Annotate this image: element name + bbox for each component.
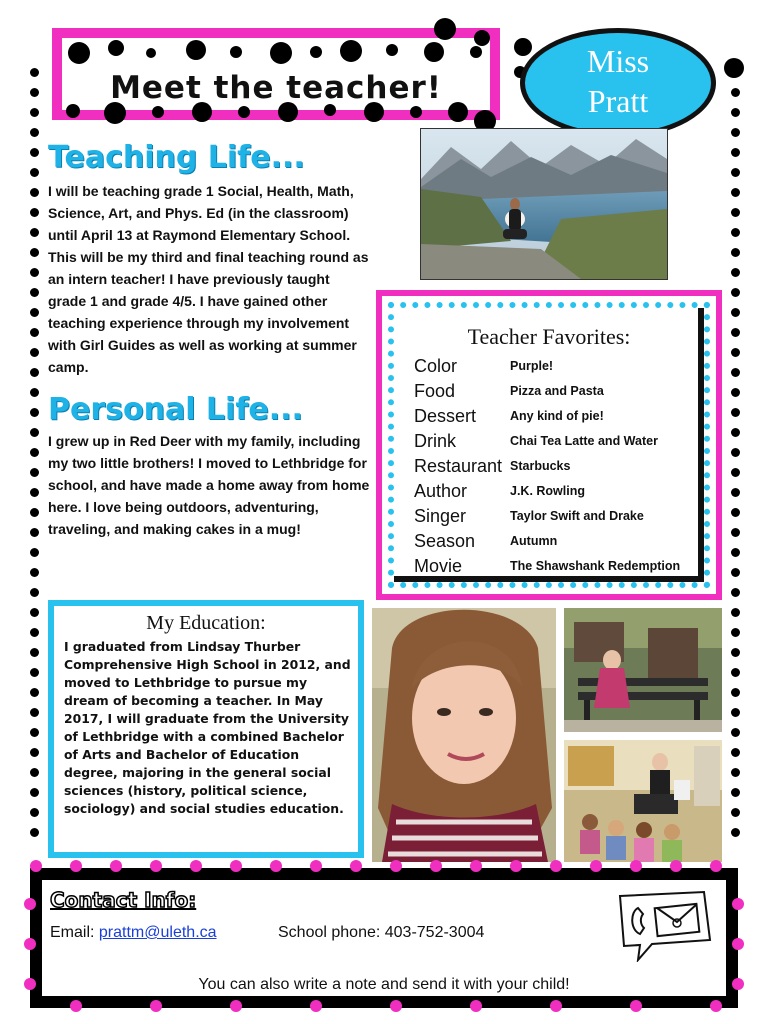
portrait-photo (372, 608, 556, 862)
decor-dot (474, 30, 490, 46)
teacher-favorites-panel (376, 290, 722, 600)
name-line-2: Pratt (587, 83, 649, 119)
education-panel (48, 600, 364, 858)
education-text: I graduated from Lindsay Thurber Comprehensive High School in 2012, and moved to Lethbridge to pursue my dream of becoming a teacher. In May 2017, I will graduate from the University of Lethbridge with a combined Bachelor of Arts and Bachelor of Education degree, majoring in the general social sciences (history, political science, sociology) and social studies education. (64, 639, 351, 816)
favorite-label: Dessert (414, 406, 477, 426)
page-title: Meet the teacher! (110, 70, 442, 106)
teaching-life-text: I will be teaching grade 1 Social, Health, Math, Science, Art, and Phys. Ed (in the classroom) until April 13 at Raymond Elementary School. This will be my third and final teaching round as an intern teacher! I have previously taught grade 1 and grade 4/5. I have gained other teaching experience through my involvement with Girl Guides as well as working at summer camp. (48, 183, 369, 375)
education-title: My Education: (146, 612, 266, 634)
bench-photo (564, 608, 722, 732)
favorite-value: J.K. Rowling (510, 484, 585, 498)
email-label: Email: (50, 924, 99, 941)
right-dot-border (731, 68, 741, 848)
personal-life-heading: Personal Life... (48, 392, 303, 427)
personal-life-text: I grew up in Red Deer with my family, including my two little brothers! I moved to Lethbridge for school, and have made a home away from home here. I love being outdoors, adventuring, traveling, and making cakes in a mug! (48, 433, 370, 537)
favorite-label: Author (414, 481, 468, 501)
favorite-value: Starbucks (510, 459, 571, 473)
contact-note: You can also write a note and send it with your child! (198, 976, 570, 993)
favorite-value: Chai Tea Latte and Water (510, 434, 658, 448)
teaching-life-heading: Teaching Life... (48, 140, 305, 175)
favorite-value: Autumn (510, 534, 558, 548)
favorite-label: Singer (414, 506, 467, 526)
favorite-label: Restaurant (414, 456, 503, 476)
decor-dot (434, 18, 456, 40)
teacher-name-badge (520, 28, 716, 138)
classroom-photo (564, 740, 722, 862)
name-line-1: Miss (586, 43, 650, 79)
favorite-label: Drink (414, 431, 457, 451)
favorite-label: Color (414, 356, 458, 376)
email-link[interactable]: prattm@uleth.ca (98, 924, 217, 941)
favorite-value: The Shawshank Redemption (510, 559, 681, 573)
contact-heading: Contact Info: (50, 888, 197, 912)
favorite-label: Food (414, 381, 456, 401)
favorite-value: Pizza and Pasta (510, 384, 604, 398)
favorite-value: Purple! (510, 359, 554, 373)
favorite-label: Movie (414, 556, 463, 576)
phone-mail-icon (612, 890, 716, 962)
email-row (50, 924, 217, 942)
favorite-value: Taylor Swift and Drake (510, 509, 644, 523)
title-banner (52, 28, 500, 120)
school-phone: School phone: 403-752-3004 (278, 924, 485, 941)
favorite-label: Season (414, 531, 476, 551)
decor-dot (724, 58, 744, 78)
contact-panel (30, 868, 738, 1008)
landscape-photo (420, 128, 668, 280)
favorite-value: Any kind of pie! (510, 409, 604, 423)
left-dot-border (30, 68, 40, 848)
favorites-title: Teacher Favorites: (467, 324, 631, 349)
